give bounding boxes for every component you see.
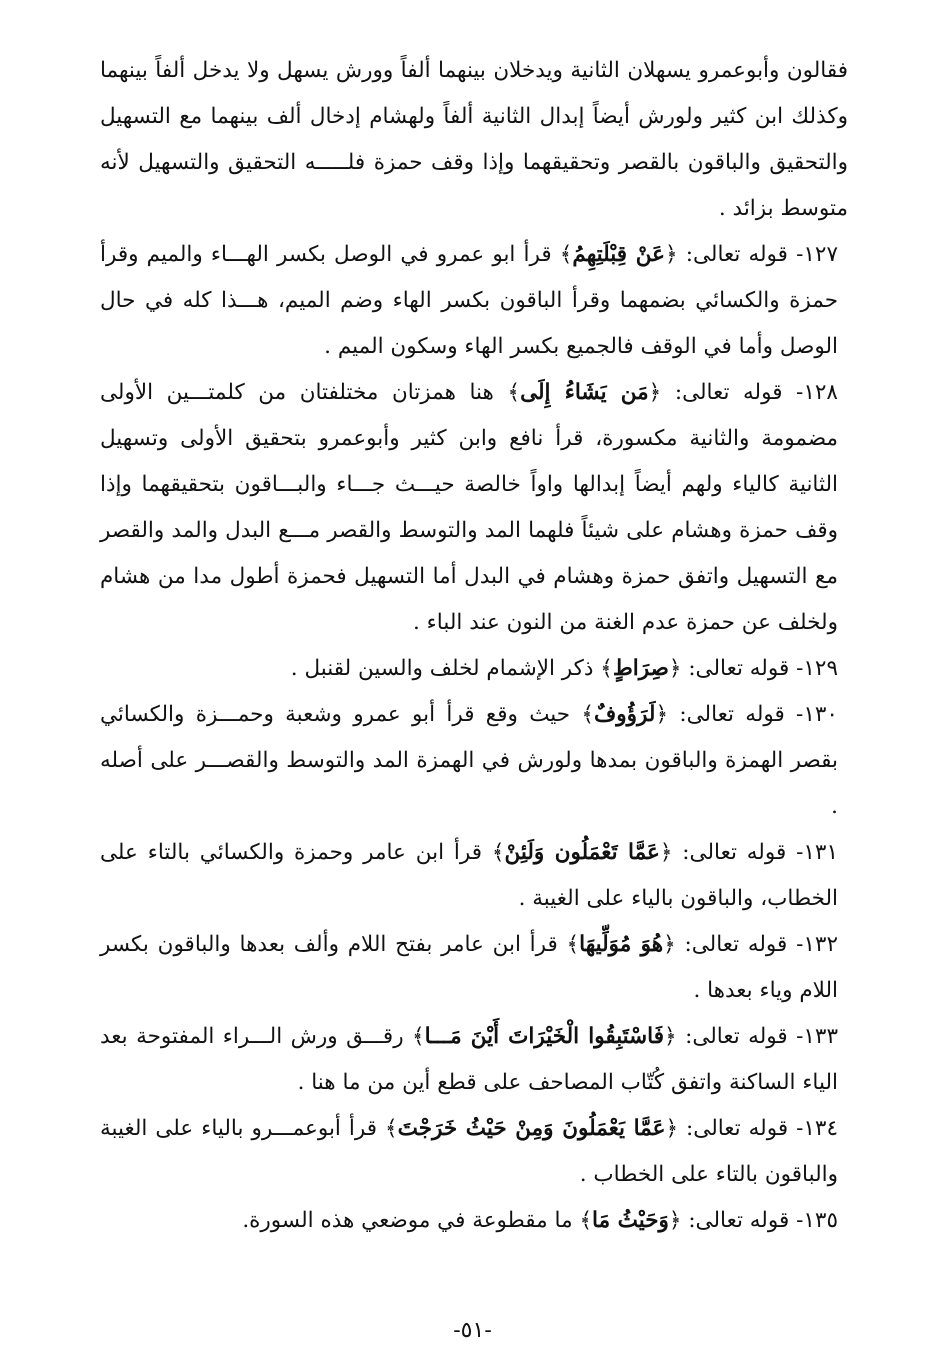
verse-text: فَاسْتَبِقُوا الْخَيْرَاتَ أَيْنَ مَـــا [424,1024,665,1049]
ornate-bracket-close: ﴾ [384,1116,398,1141]
entry-135 [100,1198,848,1244]
ornate-bracket-open: ﴿ [664,1024,677,1049]
ornate-bracket-open: ﴿ [665,1116,679,1141]
entry-body: هنا همزتان مختلفتان من كلمتـــين الأولى مضمومة والثانية مكسورة، قرأ نافع وابن كثير وأبوعمرو بتحقيق الأولى وتسهيل الثانية كالياء ولهم أيضاً إبدالها واواً خالصة حيـــث جـــاء والبـــاقون بتحقيقهما وإذا وقف حمزة وهشام على شيئاً فلهما المد والتوسط والقصر مـــع البدل والمد والقصر مع التسهيل واتفق حمزة وهشام في البدل أما التسهيل فحمزة أطول مدا من هشام ولخلف عن حمزة عدم الغنة من النون عند الباء . [100,380,838,635]
page-number: -٥١- [453,1318,492,1343]
quran-verse [579,1208,681,1233]
entry-lead: ١٢٩- قوله تعالى: [681,656,838,681]
paragraph-text: فقالون وأبوعمرو يسهلان الثانية ويدخلان بينهما ألفاً وورش يسهل ولا يدخل ألفاً بينهما وكذلك ابن كثير ولورش أيضاً إبدال الثانية ألفاً ولهشام إدخال ألف بينهما مع التسهيل والتحقيق والباقون بالقصر وتحقيقهما وإذا وقف حمزة فلـــــه التحقيق والتسهيل لأنه متوسط بزائد . [100,58,848,221]
verse-text: هُوَ مُوَلِّيهَا [579,932,664,957]
entry-body: قرأ ابو عمرو في الوصل بكسر الهـــاء والميم وقرأ حمزة والكسائي بضمهما وقرأ الباقون بكسر الهاء وضم الميم، هـــذا كله في حال الوصل وأما في الوقف فالجميع بكسر الهاء وسكون الميم . [100,242,838,359]
ornate-bracket-open: ﴿ [663,932,676,957]
quran-verse [492,840,673,865]
entry-lead: ١٢٧- قوله تعالى: [677,242,839,267]
entry-lead: ١٣٢- قوله تعالى: [675,932,838,957]
ornate-bracket-close: ﴾ [559,242,573,267]
ornate-bracket-open: ﴿ [664,242,678,267]
entry-body: قرأ ابن عامر وحمزة والكسائي بالتاء على الخطاب، والباقون بالياء على الغيبة . [100,840,838,911]
quran-verse [600,656,681,681]
entry-body: حيث وقع قرأ أبو عمرو وشعبة وحمـــزة والكسائي بقصر الهمزة والباقون بمدها ولورش في الهمزة المد والتوسط والقصـــر على أصله . [100,702,838,819]
entry-134 [100,1106,848,1198]
ornate-bracket-open: ﴿ [648,380,662,405]
quran-verse [581,702,668,727]
entry-lead: ١٣٣- قوله تعالى: [676,1024,839,1049]
entry-body: ذكر الإشمام لخلف والسين لقنبل . [290,656,601,681]
ornate-bracket-open: ﴿ [668,656,682,681]
entry-lead: ١٢٨- قوله تعالى: [661,380,838,405]
entry-lead: ١٣٤- قوله تعالى: [678,1116,838,1141]
quran-verse [507,380,661,405]
entry-lead: ١٣٠- قوله تعالى: [668,702,838,727]
verse-text: لَرَؤُوفٌ [594,702,656,727]
entry-body: ما مقطوعة في موضعي هذه السورة. [242,1208,580,1233]
entry-131 [100,830,848,922]
ornate-bracket-close: ﴾ [412,1024,425,1049]
page-body [100,48,848,1244]
quran-verse [385,1116,678,1141]
ornate-bracket-open: ﴿ [659,840,673,865]
entry-lead: ١٣١- قوله تعالى: [672,840,839,865]
entry-130 [100,692,848,830]
ornate-bracket-close: ﴾ [581,702,594,727]
quran-verse [560,242,678,267]
ornate-bracket-close: ﴾ [579,1208,593,1233]
quran-verse [412,1024,677,1049]
entry-lead: ١٣٥- قوله تعالى: [681,1208,838,1233]
verse-text: عَمَّا يَعْمَلُونَ وَمِنْ حَيْثُ خَرَجْتَ [397,1116,666,1141]
entry-133 [100,1014,848,1106]
entry-body: قرأ ابن عامر بفتح اللام وألف بعدها والباقون بكسر اللام وياء بعدها . [100,932,838,1003]
entry-body: قرأ أبوعمـــرو بالياء على الغيبة والباقون بالتاء على الخطاب . [100,1116,838,1187]
ornate-bracket-close: ﴾ [507,380,521,405]
ornate-bracket-open: ﴿ [668,1208,682,1233]
verse-text: وَحَيْثُ مَا [592,1208,669,1233]
ornate-bracket-close: ﴾ [566,932,580,957]
verse-text: صِرَاطٍ [612,656,669,681]
verse-text: عَمَّا تَعْمَلُون وَلَئِنْ [504,840,660,865]
entry-127 [100,232,848,370]
entry-body: رقـــق ورش الـــراء المفتوحة بعد الياء الساكنة واتفق كُتّاب المصاحف على قطع أين من ما هنا . [100,1024,838,1095]
ornate-bracket-close: ﴾ [491,840,505,865]
verse-text: عَنْ قِبْلَتِهِمُ [572,242,665,267]
verse-text: مَن يَشَاءُ إِلَى [520,380,649,405]
paragraph-continuation [100,48,848,232]
entry-132 [100,922,848,1014]
ornate-bracket-close: ﴾ [600,656,613,681]
entry-128 [100,370,848,646]
entry-129 [100,646,848,692]
ornate-bracket-open: ﴿ [655,702,669,727]
quran-verse [567,932,676,957]
